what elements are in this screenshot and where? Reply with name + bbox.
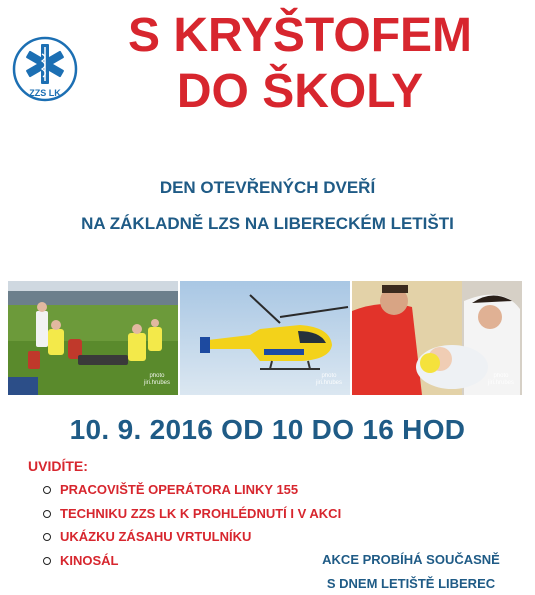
highlights-heading: UVIDÍTE:	[28, 458, 88, 474]
logo-text: ZZS LK	[29, 88, 61, 98]
bullet-icon	[43, 510, 51, 518]
helicopter-photo	[180, 281, 350, 395]
concurrent-event-note-line1: AKCE PROBÍHÁ SOUČASNĚ	[322, 552, 500, 567]
list-item: UKÁZKU ZÁSAHU VRTULNÍKU	[40, 527, 341, 551]
list-item: PRACOVIŠTĚ OPERÁTORA LINKY 155	[40, 480, 341, 504]
page-title-line2: DO ŠKOLY	[176, 65, 424, 118]
list-item: TECHNIKU ZZS LK K PROHLÉDNUTÍ I V AKCI	[40, 504, 341, 528]
medic-child-photo	[352, 281, 522, 395]
bullet-icon	[43, 557, 51, 565]
rescue-scene-photo	[8, 281, 178, 395]
photo-credit: photo jiri.hrubes	[315, 373, 342, 386]
subtitle-open-day: DEN OTEVŘENÝCH DVEŘÍ	[159, 178, 376, 197]
bullet-icon	[43, 486, 51, 494]
bullet-icon	[43, 533, 51, 541]
list-item: KINOSÁL	[40, 551, 341, 575]
page-title-line1: S KRYŠTOFEM	[127, 9, 473, 62]
zzs-lk-logo	[12, 36, 78, 102]
photo-credit: photo jiri.hrubes	[487, 373, 514, 386]
subtitle-location: NA ZÁKLADNĚ LZS NA LIBERECKÉM LETIŠTI	[81, 214, 454, 233]
concurrent-event-note-line2: S DNEM LETIŠTĚ LIBEREC	[326, 576, 496, 591]
photo-credit: photo jiri.hrubes	[143, 373, 170, 386]
event-date: 10. 9. 2016 OD 10 DO 16 HOD	[69, 414, 466, 445]
